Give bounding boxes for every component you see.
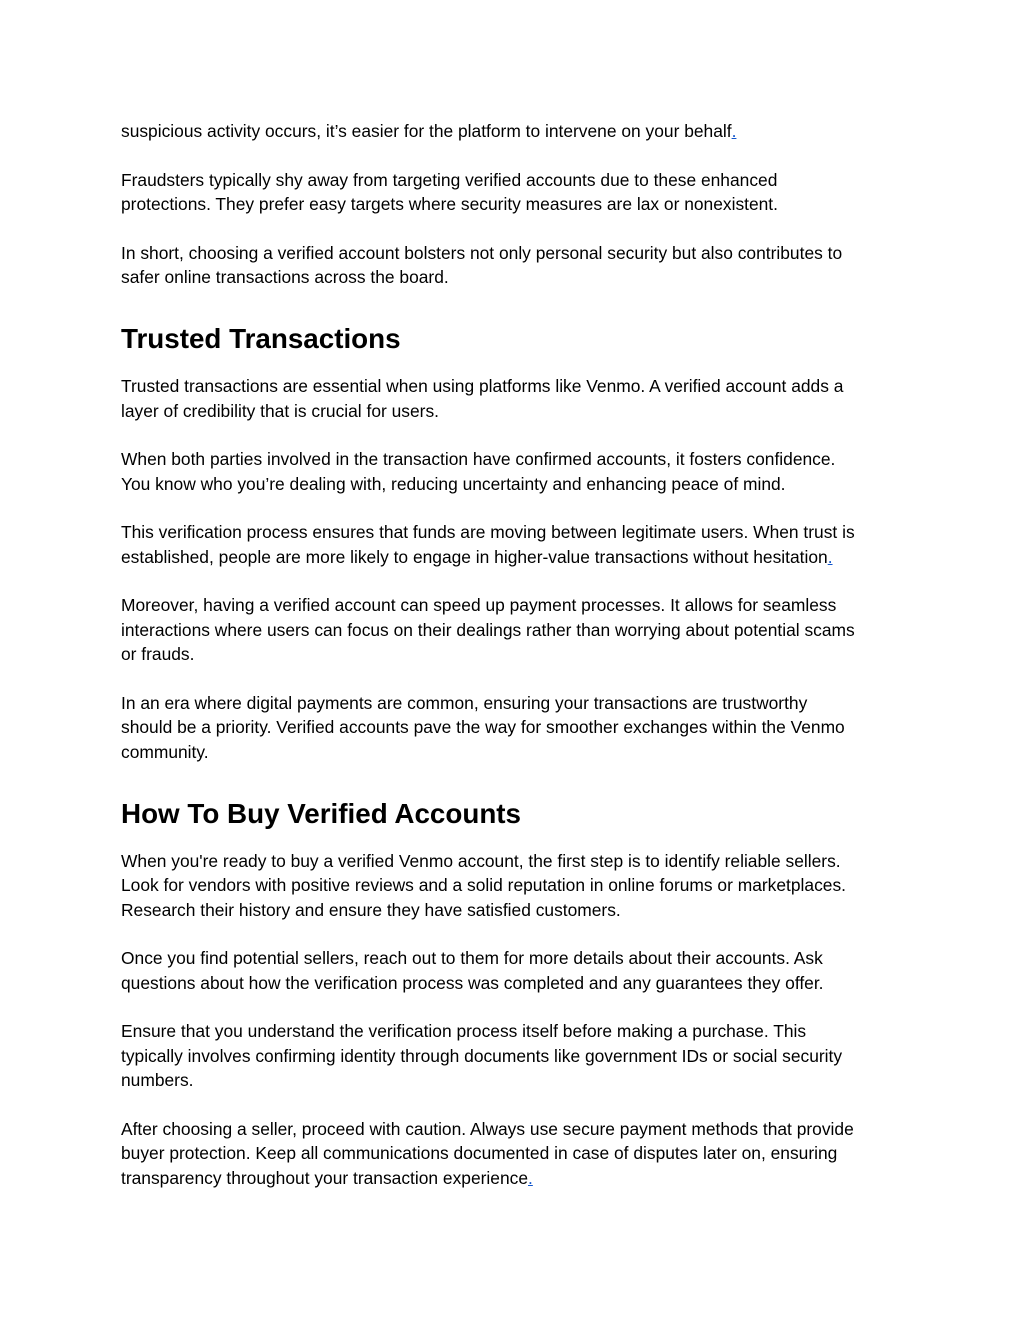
inline-link[interactable]: . bbox=[731, 121, 737, 141]
inline-link[interactable]: . bbox=[827, 546, 833, 567]
paragraph: Trusted transactions are essential when using platforms like Venmo. A verified account adds a layer of credibility that is crucial for users. bbox=[121, 376, 844, 421]
paragraph: In short, choosing a verified account bolsters not only personal security but also contributes to safer online transactions across the board. bbox=[121, 242, 843, 287]
paragraph: Fraudsters typically shy away from targeting verified accounts due to these enhanced protections. They prefer easy targets where security measures are lax or nonexistent. bbox=[121, 169, 778, 214]
paragraph bbox=[121, 119, 911, 143]
section-heading: How To Buy Verified Accounts bbox=[121, 798, 522, 830]
paragraph: Moreover, having a verified account can speed up payment processes. It allows for seamless interactions where users can focus on their dealings rather than worrying about potential scams or frauds. bbox=[121, 595, 855, 665]
paragraph-text: suspicious activity occurs, it’s easier for the platform to intervene on your behalf bbox=[121, 121, 732, 141]
paragraph-text: This verification process ensures that funds are moving between legitimate users. When trust is established, people are more likely to engage in higher-value transactions without hesitation bbox=[121, 522, 855, 567]
paragraph: Once you find potential sellers, reach out to them for more details about their accounts. Ask questions about how the verification process was completed and any guarantees they offer. bbox=[121, 948, 824, 993]
paragraph: When both parties involved in the transaction have confirmed accounts, it fosters confidence. You know who you’re dealing with, reducing uncertainty and enhancing peace of mind. bbox=[121, 449, 836, 494]
section-heading: Trusted Transactions bbox=[121, 323, 401, 355]
inline-link[interactable]: . bbox=[528, 1167, 533, 1188]
paragraph: In an era where digital payments are common, ensuring your transactions are trustworthy should be a priority. Verified accounts pave the way for smoother exchanges within the Venmo community. bbox=[121, 692, 845, 762]
paragraph: When you're ready to buy a verified Venmo account, the first step is to identify reliable sellers. Look for vendors with positive reviews and a solid reputation in online forums or marketplaces. Research their history and ensure they have satisfied customers. bbox=[121, 851, 846, 920]
document-page bbox=[121, 119, 911, 1190]
paragraph-text: After choosing a seller, proceed with caution. Always use secure payment methods that provide buyer protection. Keep all communications documented in case of disputes later on, ensuring transparency throughout your transaction experience bbox=[121, 1118, 854, 1188]
paragraph bbox=[121, 1117, 911, 1190]
paragraph bbox=[121, 520, 911, 569]
paragraph: Ensure that you understand the verification process itself before making a purchase. This typically involves confirming identity through documents like government IDs or social security numbers. bbox=[121, 1021, 843, 1091]
